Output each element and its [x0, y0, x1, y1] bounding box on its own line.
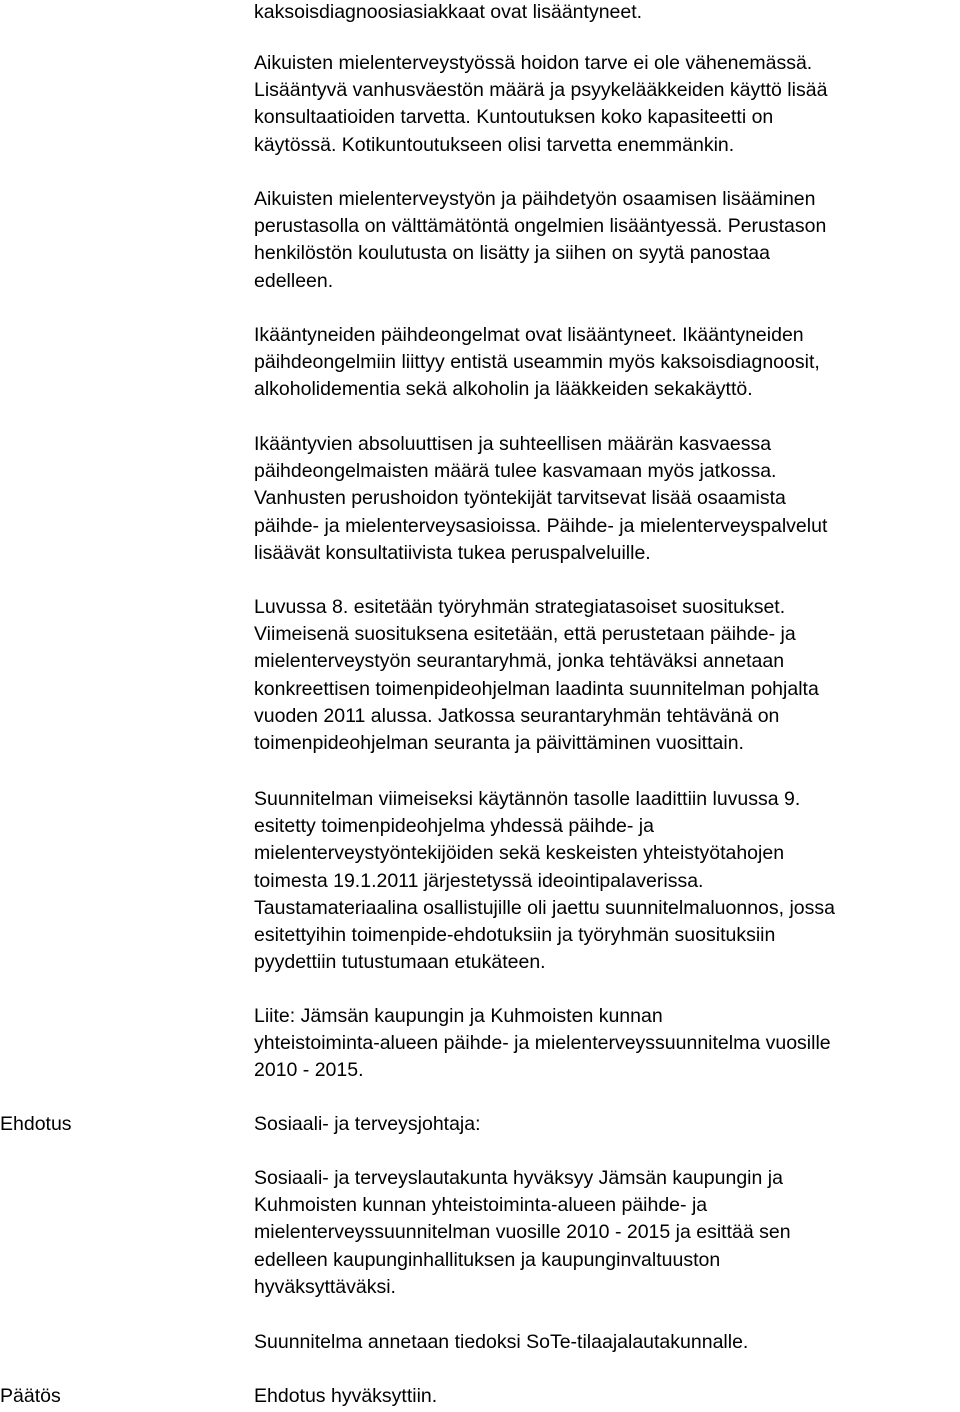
text-line: Suunnitelman viimeiseksi käytännön tasolle laadittiin luvussa 9. — [254, 788, 801, 810]
text-line: Viimeisenä suosituksena esitetään, että perustetaan päihde- ja — [254, 623, 796, 646]
text-line: perustasolla on välttämätöntä ongelmien lisääntyessä. Perustason — [254, 215, 827, 238]
proposal-heading — [254, 1111, 960, 1138]
text-line: Kuhmoisten kunnan yhteistoiminta-alueen päihde- ja — [254, 1194, 708, 1217]
text-line: lisäävät konsultatiivista tukea peruspalveluille. — [254, 541, 651, 564]
text-line: esitetty toimenpideohjelma yhdessä päihde- ja — [254, 815, 654, 838]
decision-text — [254, 1383, 960, 1410]
paragraph-7 — [254, 786, 960, 976]
text-line: mielenterveyssuunnitelman vuosille 2010 - 2015 ja esittää sen — [254, 1221, 791, 1244]
text-line: alkoholidementia sekä alkoholin ja lääkkeiden sekakäyttö. — [254, 378, 753, 401]
text-line: konkreettisen toimenpideohjelman laadinta suunnitelman pohjalta — [254, 677, 819, 700]
text-line: edelleen. — [254, 269, 334, 292]
text-line: Ikääntyvien absoluuttisen ja suhteellisen määrän kasvaessa — [254, 433, 772, 455]
text-line: Liite: Jämsän kaupungin ja Kuhmoisten kunnan — [254, 1005, 663, 1027]
proposal-body — [254, 1165, 960, 1301]
text-line: päihde- ja mielenterveysasioissa. Päihde- ja mielenterveyspalvelut — [254, 514, 828, 537]
decision-text-line: Ehdotus hyväksyttiin. — [254, 1385, 438, 1407]
text-line: Vanhusten perushoidon työntekijät tarvitsevat lisää osaamista — [254, 487, 786, 510]
text-line: esitettyihin toimenpide-ehdotuksiin ja työryhmän suosituksiin — [254, 924, 776, 947]
paragraph-1 — [254, 0, 960, 26]
attachment-paragraph — [254, 1003, 960, 1085]
text-line: mielenterveystyön seurantaryhmä, jonka tehtäväksi annetaan — [254, 650, 785, 673]
proposal-heading-text: Sosiaali- ja terveysjohtaja: — [254, 1113, 481, 1135]
text-line: yhteistoiminta-alueen päihde- ja mielenterveyssuunnitelma vuosille — [254, 1032, 831, 1055]
text-line: kaksoisdiagnoosiasiakkaat ovat lisääntyneet. — [254, 1, 643, 23]
text-line: 2010 - 2015. — [254, 1059, 364, 1082]
text-line: pyydettiin tutustumaan etukäteen. — [254, 951, 546, 974]
text-line: Aikuisten mielenterveystyön ja päihdetyön osaamisen lisääminen — [254, 188, 816, 210]
text-line: vuoden 2011 alussa. Jatkossa seurantaryhmän tehtävänä on — [254, 704, 780, 727]
text-line: konsultaatioiden tarvetta. Kuntoutuksen koko kapasiteetti on — [254, 106, 774, 129]
text-line: edelleen kaupunginhallituksen ja kaupunginvaltuuston — [254, 1248, 721, 1271]
text-line: toimenpideohjelman seuranta ja päivittäminen vuosittain. — [254, 732, 744, 755]
text-line: päihdeongelmiin liittyy entistä useammin myös kaksoisdiagnoosit, — [254, 351, 820, 374]
proposal-note — [254, 1329, 960, 1356]
text-line: Taustamateriaalina osallistujille oli jaettu suunnitelmaluonnos, jossa — [254, 896, 835, 919]
paragraph-3 — [254, 186, 960, 295]
text-line: henkilöstön koulutusta on lisätty ja siihen on syytä panostaa — [254, 242, 770, 265]
proposal-note-text: Suunnitelma annetaan tiedoksi SoTe-tilaajalautakunnalle. — [254, 1331, 749, 1353]
text-line: Aikuisten mielenterveystyössä hoidon tarve ei ole vähenemässä. — [254, 52, 813, 74]
proposal-label: Ehdotus — [0, 1113, 72, 1135]
text-line: mielenterveystyöntekijöiden sekä keskeisten yhteistyötahojen — [254, 842, 785, 865]
paragraph-6 — [254, 594, 960, 757]
text-line: päihdeongelmaisten määrä tulee kasvamaan myös jatkossa. — [254, 460, 777, 483]
text-line: Ikääntyneiden päihdeongelmat ovat lisääntyneet. Ikääntyneiden — [254, 324, 804, 346]
text-line: toimesta 19.1.2011 järjestetyssä ideointipalaverissa. — [254, 869, 704, 892]
text-line: hyväksyttäväksi. — [254, 1275, 396, 1298]
paragraph-5 — [254, 431, 960, 567]
paragraph-4 — [254, 322, 960, 404]
text-line: Lisääntyvä vanhusväestön määrä ja psyykelääkkeiden käyttö lisää — [254, 79, 828, 102]
paragraph-2 — [254, 50, 960, 159]
text-line: käytössä. Kotikuntoutukseen olisi tarvetta enemmänkin. — [254, 133, 735, 156]
decision-label: Päätös — [0, 1385, 61, 1407]
text-line: Luvussa 8. esitetään työryhmän strategiatasoiset suositukset. — [254, 596, 786, 618]
text-line: Sosiaali- ja terveyslautakunta hyväksyy Jämsän kaupungin ja — [254, 1167, 783, 1189]
